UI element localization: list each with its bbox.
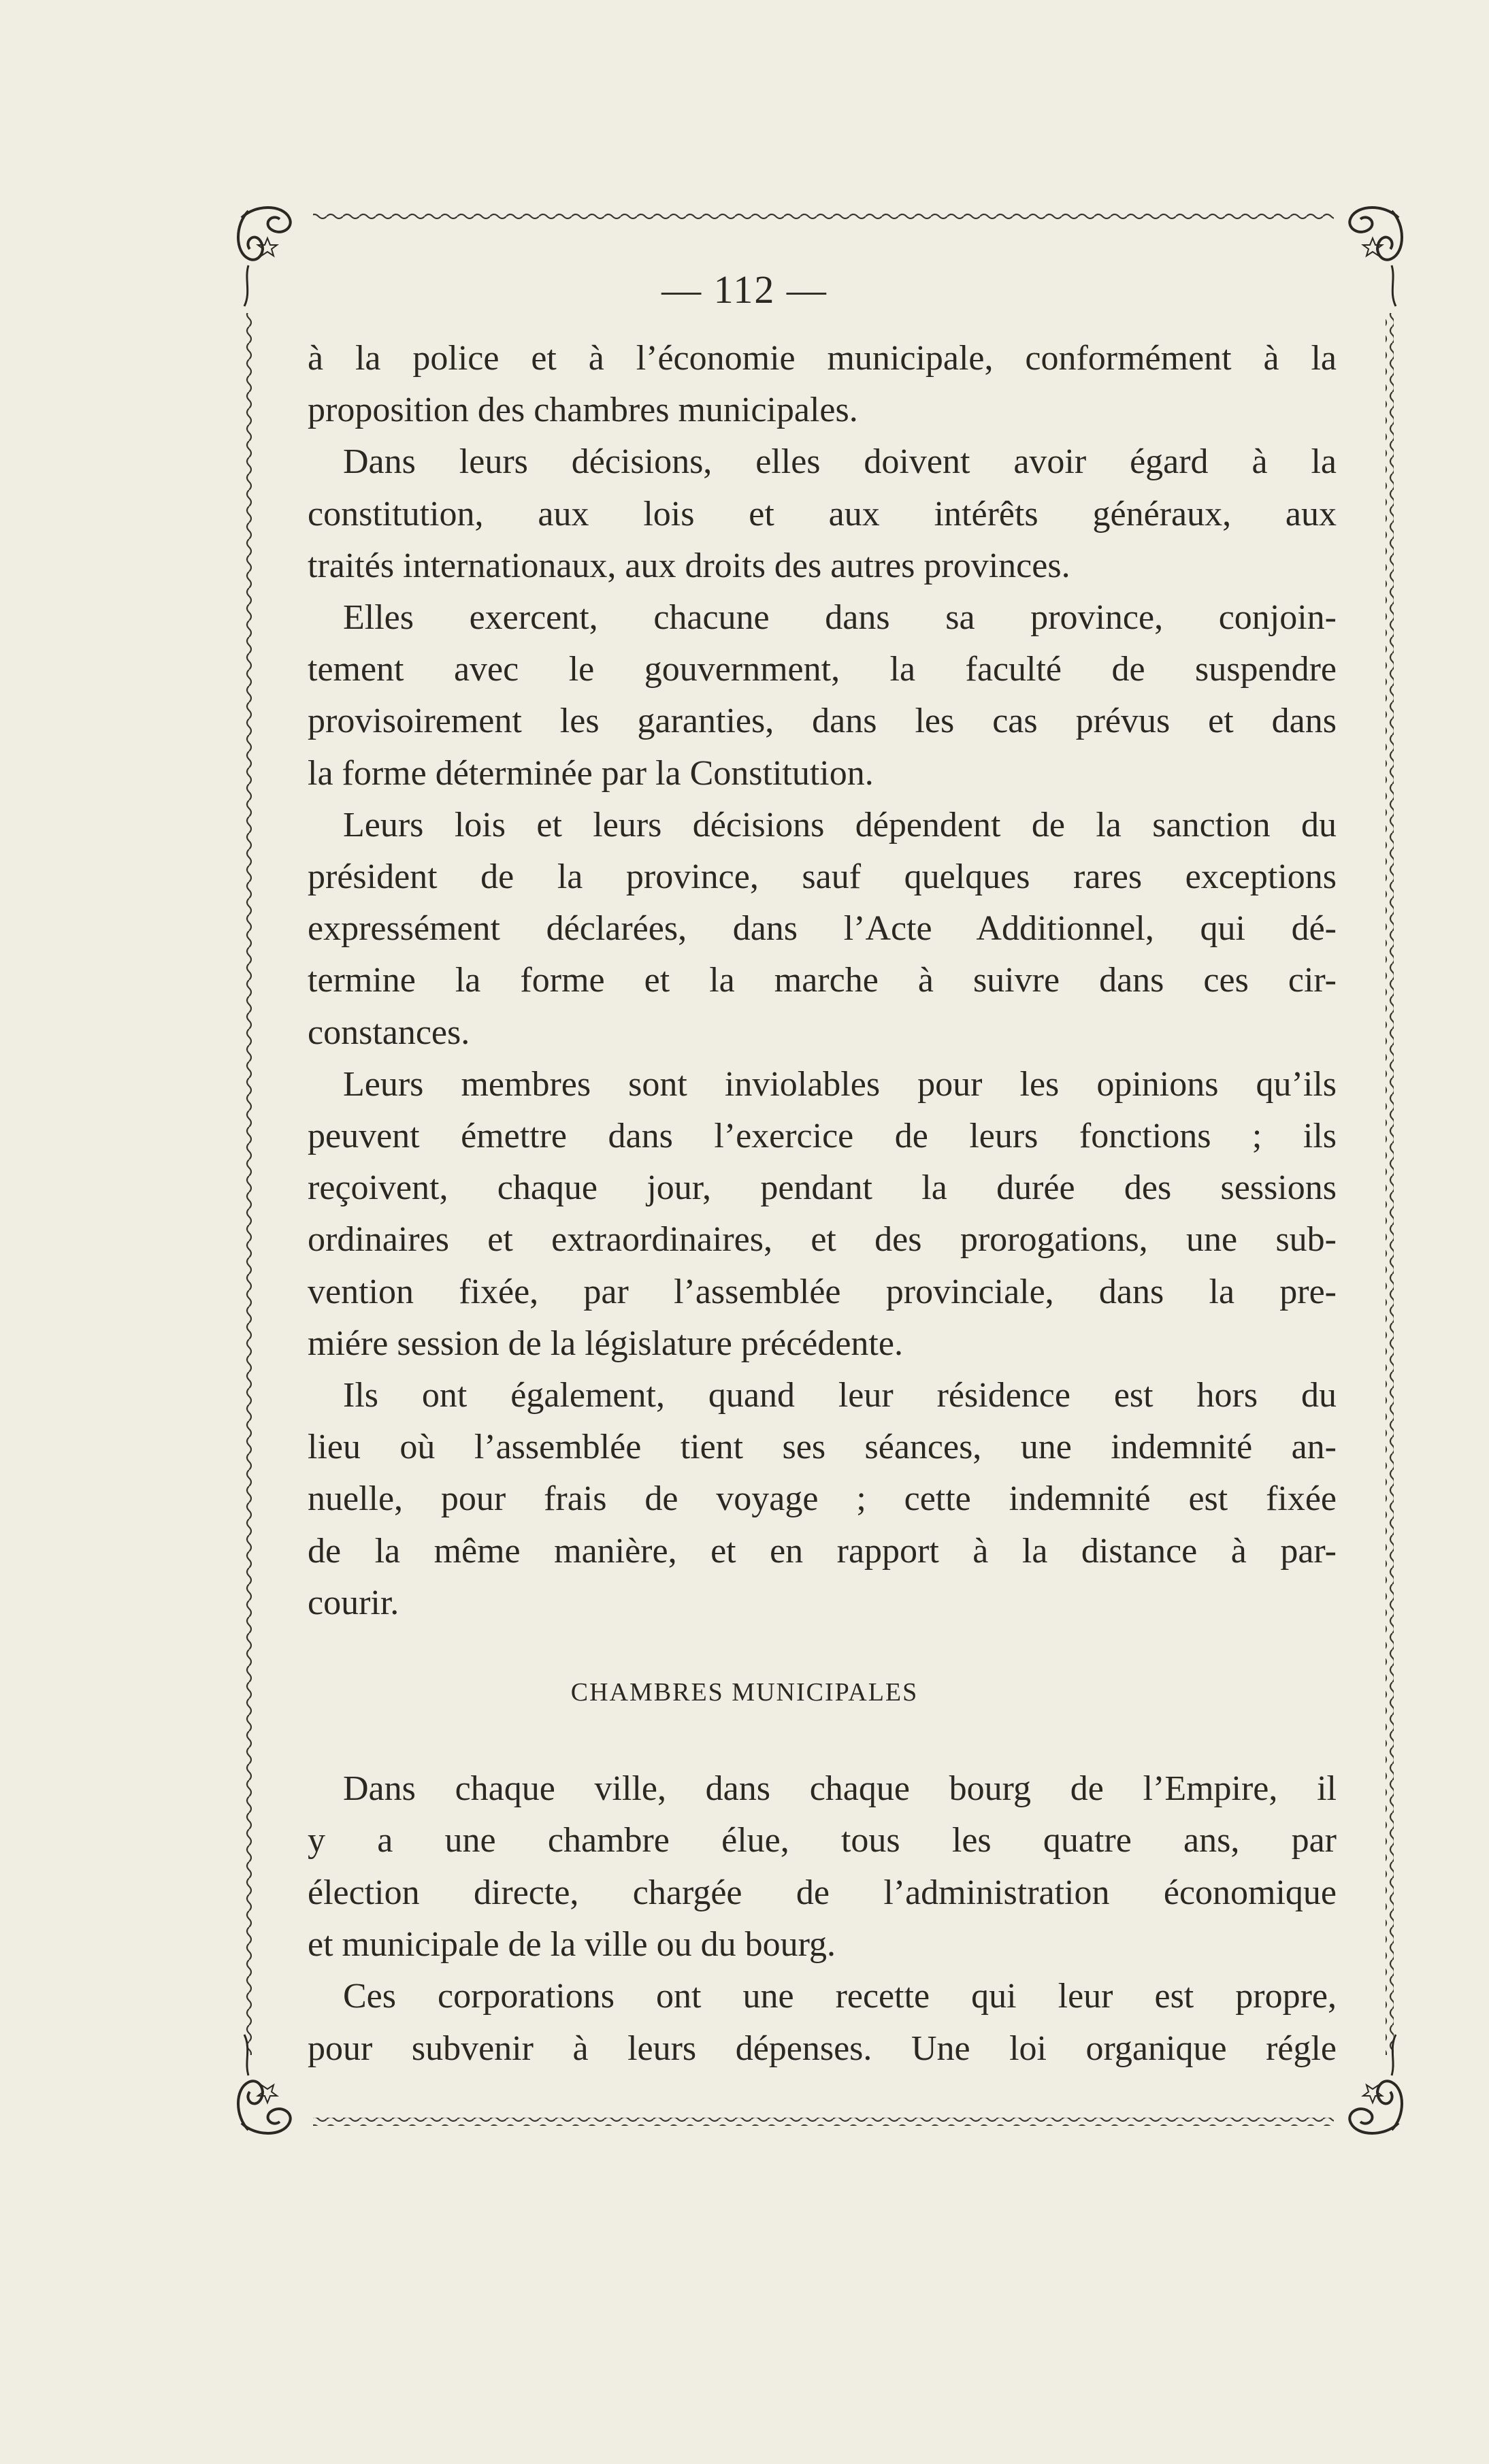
text-line: peuvent émettre dans l’exercice de leurs fonctions ; ils — [308, 1117, 1337, 1155]
text-line: Ces corporations ont une recette qui leur est propre, — [343, 1977, 1337, 2016]
text-line: courir. — [308, 1583, 399, 1622]
border-right — [1386, 313, 1394, 2055]
text-line: y a une chambre élue, tous les quatre ans, par — [308, 1821, 1337, 1860]
text-line: la forme déterminée par la Constitution. — [308, 753, 874, 793]
text-line: termine la forme et la marche à suivre dans ces cir- — [308, 961, 1337, 1000]
text-line: vention fixée, par l’assemblée provinciale, dans la pre- — [308, 1272, 1337, 1311]
text-line: traités internationaux, aux droits des autres provinces. — [308, 546, 1070, 585]
text-line: Leurs lois et leurs décisions dépendent de la sanction du — [343, 805, 1337, 844]
border-left — [244, 313, 252, 2055]
text-line: à la police et à l’économie municipale, conformément à la — [308, 339, 1337, 378]
section-heading: CHAMBRES MUNICIPALES — [570, 1678, 919, 1707]
text-line: élection directe, chargée de l’administration économique — [308, 1873, 1337, 1912]
corner-ornament-bottom-right — [1349, 2035, 1402, 2133]
text-line: pour subvenir à leurs dépenses. Une loi organique régle — [308, 2028, 1337, 2068]
text-line: tement avec le gouvernment, la faculté de suspendre — [308, 650, 1337, 689]
text-line: et municipale de la ville ou du bourg. — [308, 1924, 836, 1964]
text-line: nuelle, pour frais de voyage ; cette indemnité est fixée — [308, 1479, 1337, 1519]
text-line: Dans leurs décisions, elles doivent avoir égard à la — [343, 442, 1337, 482]
text-line: constances. — [308, 1013, 470, 1052]
text-line: Leurs membres sont inviolables pour les opinions qu’ils — [343, 1064, 1337, 1104]
border-top — [313, 212, 1334, 220]
text-line: Ils ont également, quand leur résidence est hors du — [343, 1376, 1337, 1415]
text-line: Elles exercent, chacune dans sa province, conjoin- — [343, 598, 1337, 637]
page-number: — 112 — — [661, 267, 828, 312]
border-bottom — [313, 2118, 1334, 2126]
text-line: miére session de la législature précédente. — [308, 1324, 903, 1363]
text-line: proposition des chambres municipales. — [308, 391, 858, 430]
text-line: constitution, aux lois et aux intérêts généraux, aux — [308, 494, 1337, 533]
text-line: de la même manière, et en rapport à la distance à par- — [308, 1531, 1337, 1571]
text-line: provisoirement les garanties, dans les cas prévus et dans — [308, 702, 1337, 741]
text-line: président de la province, sauf quelques rares exceptions — [308, 857, 1337, 896]
text-line: expressément déclarées, dans l’Acte Additionnel, qui dé- — [308, 909, 1337, 949]
text-line: ordinaires et extraordinaires, et des prorogations, une sub- — [308, 1220, 1337, 1260]
text-line: reçoivent, chaque jour, pendant la durée des sessions — [308, 1168, 1337, 1208]
text-line: lieu où l’assemblée tient ses séances, une indemnité an- — [308, 1428, 1337, 1467]
text-line: Dans chaque ville, dans chaque bourg de l’Empire, il — [343, 1769, 1337, 1808]
